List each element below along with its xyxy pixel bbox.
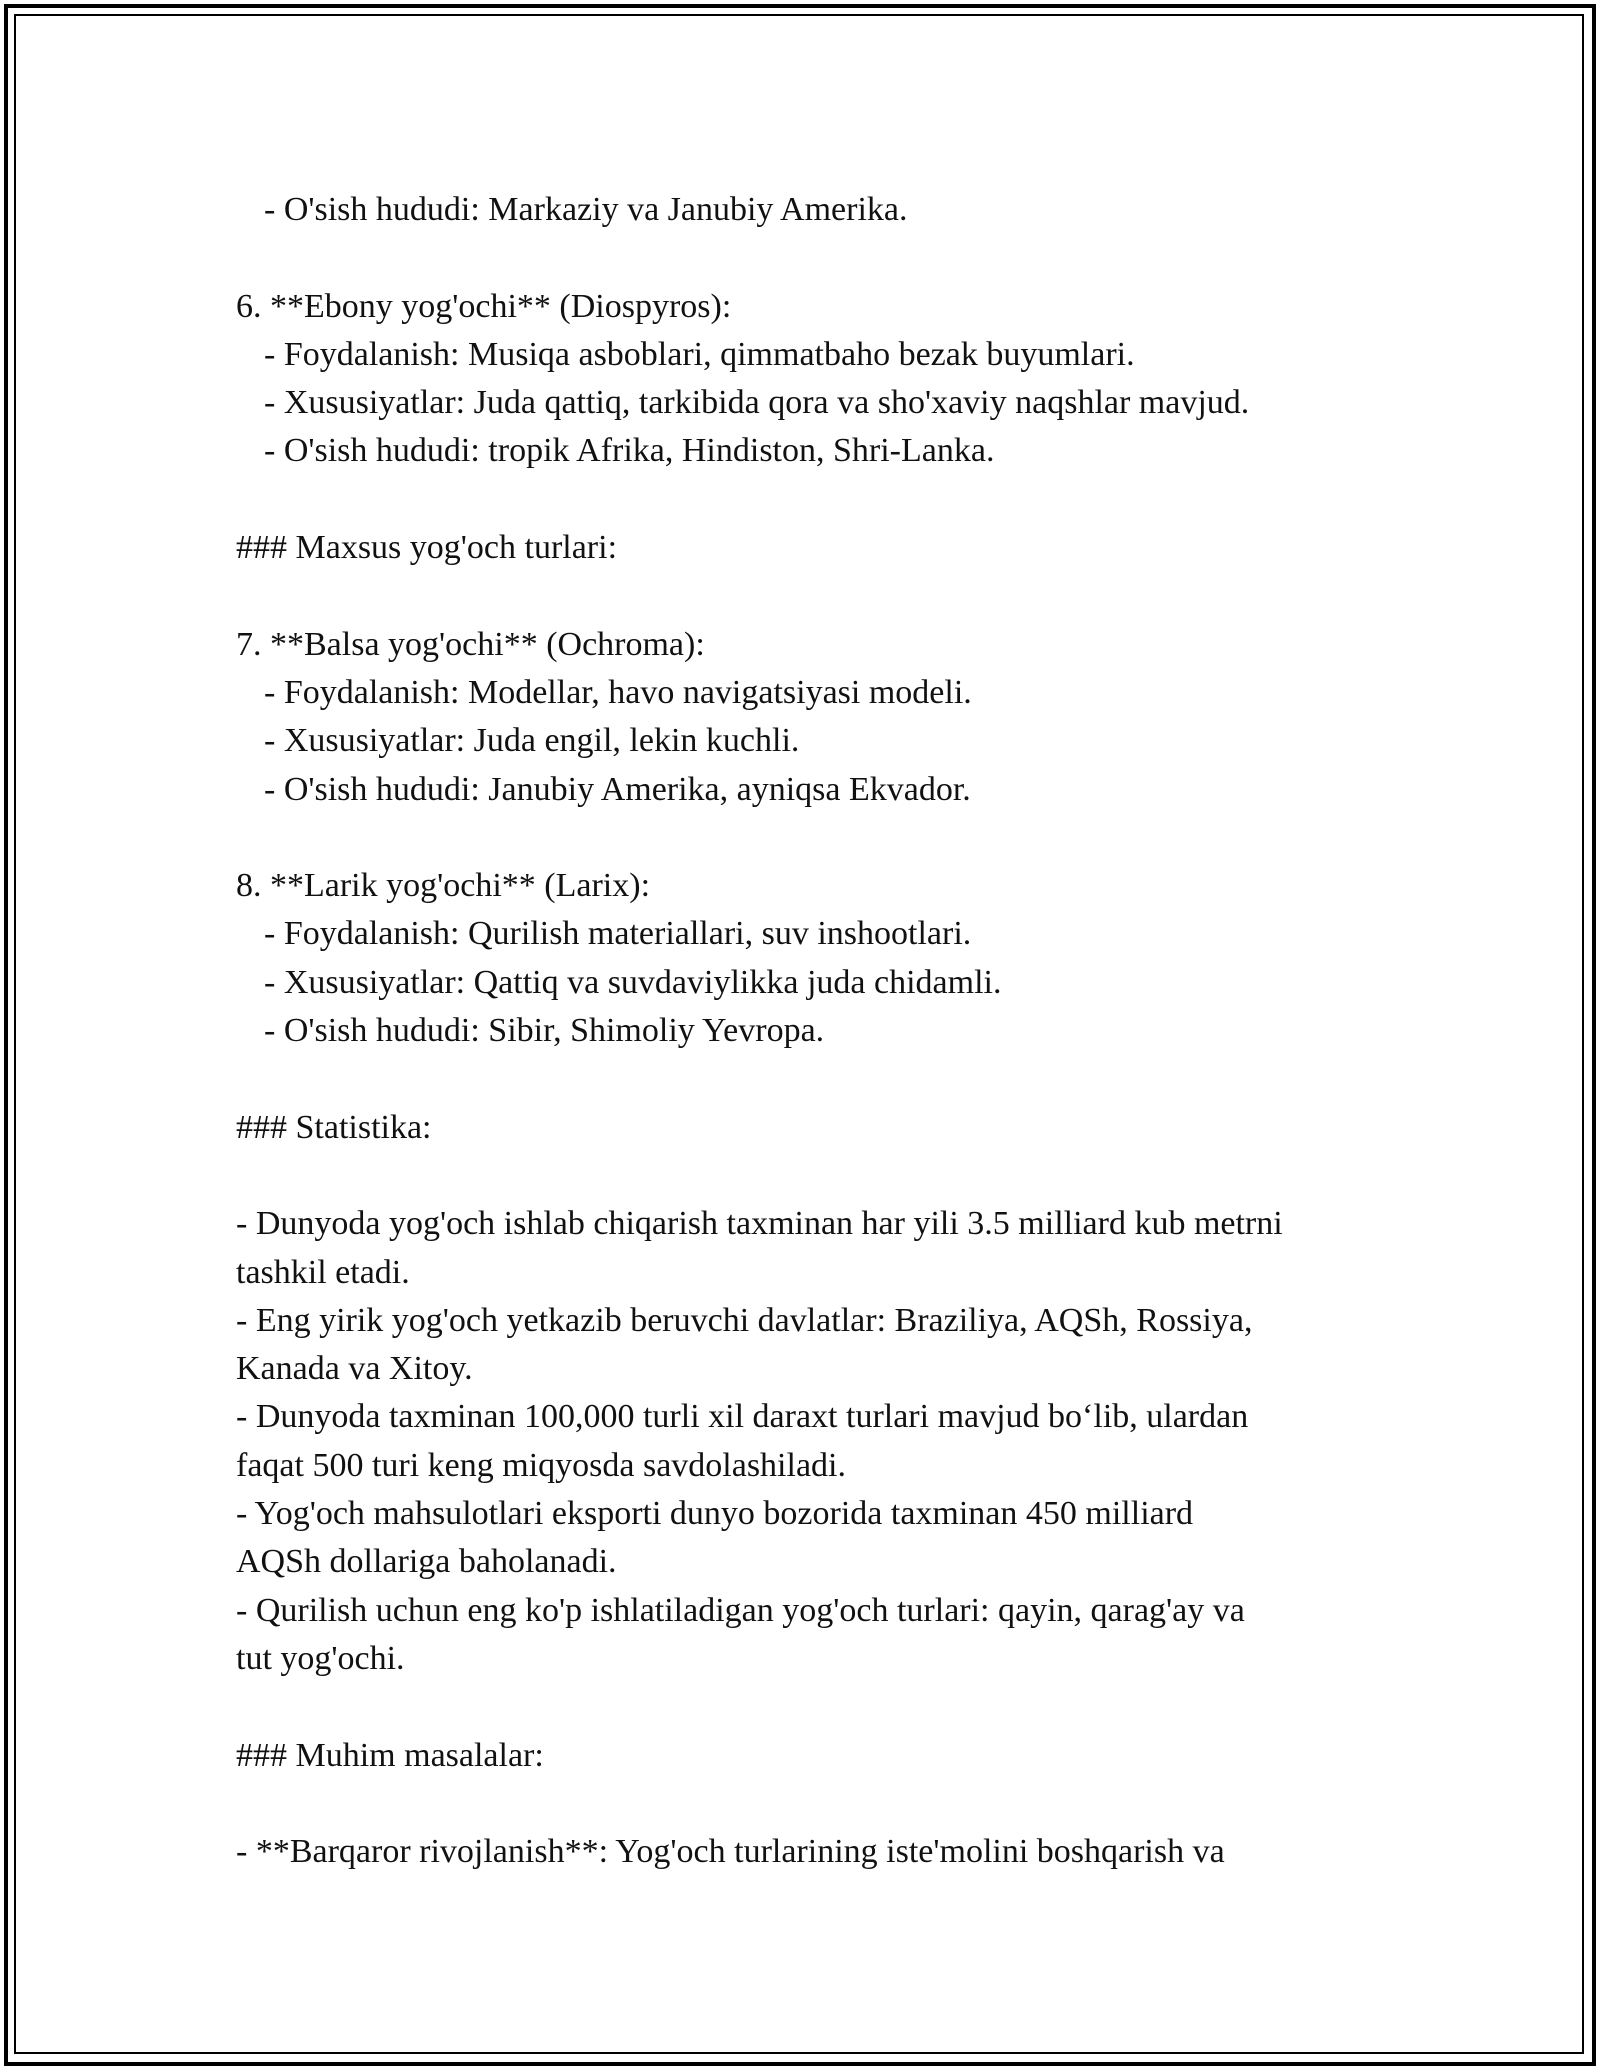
stat-item-construction-cont: tut yog'ochi. — [236, 1639, 405, 1677]
larik-xususiyatlar: - Xususiyatlar: Qattiq va suvdaviylikka juda chidamli. — [264, 963, 1002, 1001]
larik-osish-hududi: - O'sish hududi: Sibir, Shimoliy Yevropa. — [264, 1012, 825, 1050]
stat-item-export: - Yog'och mahsulotlari eksporti dunyo bozorida taxminan 450 milliard — [236, 1495, 1194, 1533]
ebony-xususiyatlar: - Xususiyatlar: Juda qattiq, tarkibida qora va sho'xaviy naqshlar mavjud. — [264, 384, 1250, 422]
larik-foydalanish: - Foydalanish: Qurilish materiallari, suv inshootlari. — [264, 915, 972, 953]
blank-line — [236, 1780, 1386, 1828]
balsa-heading: 7. **Balsa yog'ochi** (Ochroma): — [236, 625, 705, 663]
stat-item-production: - Dunyoda yog'och ishlab chiqarish taxminan har yili 3.5 milliard kub metrni — [236, 1205, 1283, 1243]
stat-item-production-cont: tashkil etadi. — [236, 1253, 410, 1291]
blank-line — [236, 234, 1386, 282]
osish-hududi-line: - O'sish hududi: Markaziy va Janubiy Amerika. — [264, 191, 908, 228]
balsa-xususiyatlar: - Xususiyatlar: Juda engil, lekin kuchli. — [264, 722, 800, 760]
stat-item-species-cont: faqat 500 turi keng miqyosda savdolashiladi. — [236, 1446, 846, 1484]
blank-line — [236, 1152, 1386, 1200]
balsa-osish-hududi: - O'sish hududi: Janubiy Amerika, ayniqsa Ekvador. — [264, 770, 971, 808]
balsa-foydalanish: - Foydalanish: Modellar, havo navigatsiyasi modeli. — [264, 673, 972, 711]
document-body — [236, 186, 1386, 1876]
ebony-heading: 6. **Ebony yog'ochi** (Diospyros): — [236, 287, 732, 325]
statistika-section-heading: ### Statistika: — [236, 1108, 432, 1146]
blank-line — [236, 1055, 1386, 1103]
blank-line — [236, 1683, 1386, 1731]
stat-item-suppliers-cont: Kanada va Xitoy. — [236, 1350, 473, 1388]
stat-item-suppliers: - Eng yirik yog'och yetkazib beruvchi davlatlar: Braziliya, AQSh, Rossiya, — [236, 1301, 1253, 1339]
barqaror-item: - **Barqaror rivojlanish**: Yog'och turlarining iste'molini boshqarish va — [236, 1833, 1225, 1871]
blank-line — [236, 572, 1386, 620]
muhim-section-heading: ### Muhim masalalar: — [236, 1736, 544, 1774]
ebony-osish-hududi: - O'sish hududi: tropik Afrika, Hindiston, Shri-Lanka. — [264, 432, 995, 470]
maxsus-section-heading: ### Maxsus yog'och turlari: — [236, 529, 618, 567]
stat-item-species: - Dunyoda taxminan 100,000 turli xil daraxt turlari mavjud bo‘lib, ulardan — [236, 1398, 1249, 1436]
stat-item-construction: - Qurilish uchun eng ko'p ishlatiladigan yog'och turlari: qayin, qarag'ay va — [236, 1591, 1245, 1629]
larik-heading: 8. **Larik yog'ochi** (Larix): — [236, 867, 651, 905]
ebony-foydalanish: - Foydalanish: Musiqa asboblari, qimmatbaho bezak buyumlari. — [264, 335, 1135, 373]
blank-line — [236, 476, 1386, 524]
blank-line — [236, 814, 1386, 862]
stat-item-export-cont: AQSh dollariga baholanadi. — [236, 1543, 617, 1581]
